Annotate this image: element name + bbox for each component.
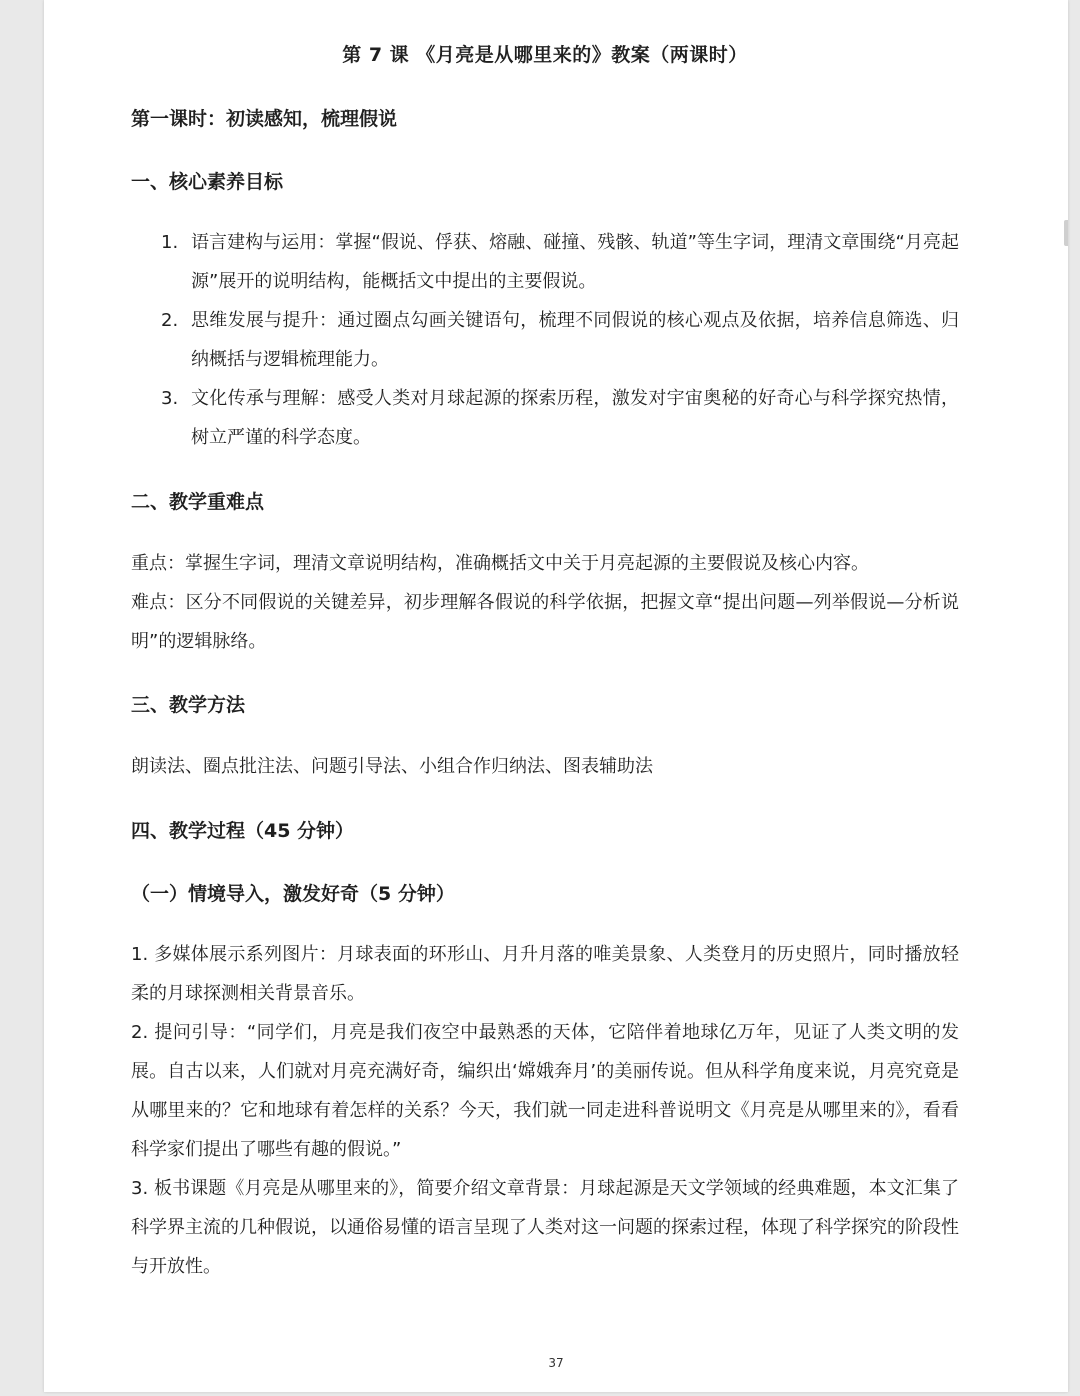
goal-item <box>131 379 959 457</box>
keypoints-paragraph <box>131 544 959 661</box>
goal-number: 3. <box>161 388 179 409</box>
goals-list <box>131 223 959 457</box>
goal-number: 1. <box>161 232 179 253</box>
focus-text: 重点：掌握生字词，理清文章说明结构，准确概括文中关于月亮起源的主要假说及核心内容。 <box>131 553 869 574</box>
goal-number: 2. <box>161 310 179 331</box>
goal-text: 语言建构与运用：掌握“假说、俘获、熔融、碰撞、残骸、轨道”等生字词，理清文章围绕“月亮起源”展开的说明结构，能概括文中提出的主要假说。 <box>191 232 959 292</box>
goal-text: 思维发展与提升：通过圈点勾画关键语句，梳理不同假说的核心观点及依据，培养信息筛选、归纳概括与逻辑梳理能力。 <box>191 310 959 370</box>
goal-text: 文化传承与理解：感受人类对月球起源的探索历程，激发对宇宙奥秘的好奇心与科学探究热情，树立严谨的科学态度。 <box>191 388 959 448</box>
goal-item <box>131 301 959 379</box>
document-title: 第 7 课 《月亮是从哪里来的》教案（两课时） <box>342 44 748 66</box>
process-subheading: （一）情境导入，激发好奇（5 分钟） <box>131 883 455 905</box>
scroll-edge-tab[interactable] <box>1064 220 1068 246</box>
document-page <box>44 0 1068 1392</box>
section-heading-methods: 三、教学方法 <box>131 694 246 716</box>
lesson-heading: 第一课时：初读感知，梳理假说 <box>131 108 398 130</box>
page-number: 37 <box>548 1356 564 1370</box>
section-heading-goals: 一、核心素养目标 <box>131 171 284 193</box>
process-step: 2. 提问引导：“同学们，月亮是我们夜空中最熟悉的天体，它陪伴着地球亿万年，见证了人类文明的发展。自古以来，人们就对月亮充满好奇，编织出‘嫦娥奔月’的美丽传说。但从科学角度来说，月亮究竟是从哪里来的？它和地球有着怎样的关系？今天，我们就一同走进科普说明文《月亮是从哪里来的》，看看科学家们提出了哪些有趣的假说。” <box>131 1022 959 1160</box>
difficulty-text: 难点：区分不同假说的关键差异，初步理解各假说的科学依据，把握文章“提出问题—列举假说—分析说明”的逻辑脉络。 <box>131 592 959 652</box>
process-steps <box>131 935 959 1286</box>
goal-item <box>131 223 959 301</box>
process-step: 1. 多媒体展示系列图片：月球表面的环形山、月升月落的唯美景象、人类登月的历史照片，同时播放轻柔的月球探测相关背景音乐。 <box>131 944 959 1004</box>
section-heading-process: 四、教学过程（45 分钟） <box>131 820 355 842</box>
section-heading-keypoints: 二、教学重难点 <box>131 491 265 513</box>
process-step: 3. 板书课题《月亮是从哪里来的》，简要介绍文章背景：月球起源是天文学领域的经典难题，本文汇集了科学界主流的几种假说，以通俗易懂的语言呈现了人类对这一问题的探索过程，体现了科学探究的阶段性与开放性。 <box>131 1178 959 1277</box>
methods-text: 朗读法、圈点批注法、问题引导法、小组合作归纳法、图表辅助法 <box>131 756 653 777</box>
